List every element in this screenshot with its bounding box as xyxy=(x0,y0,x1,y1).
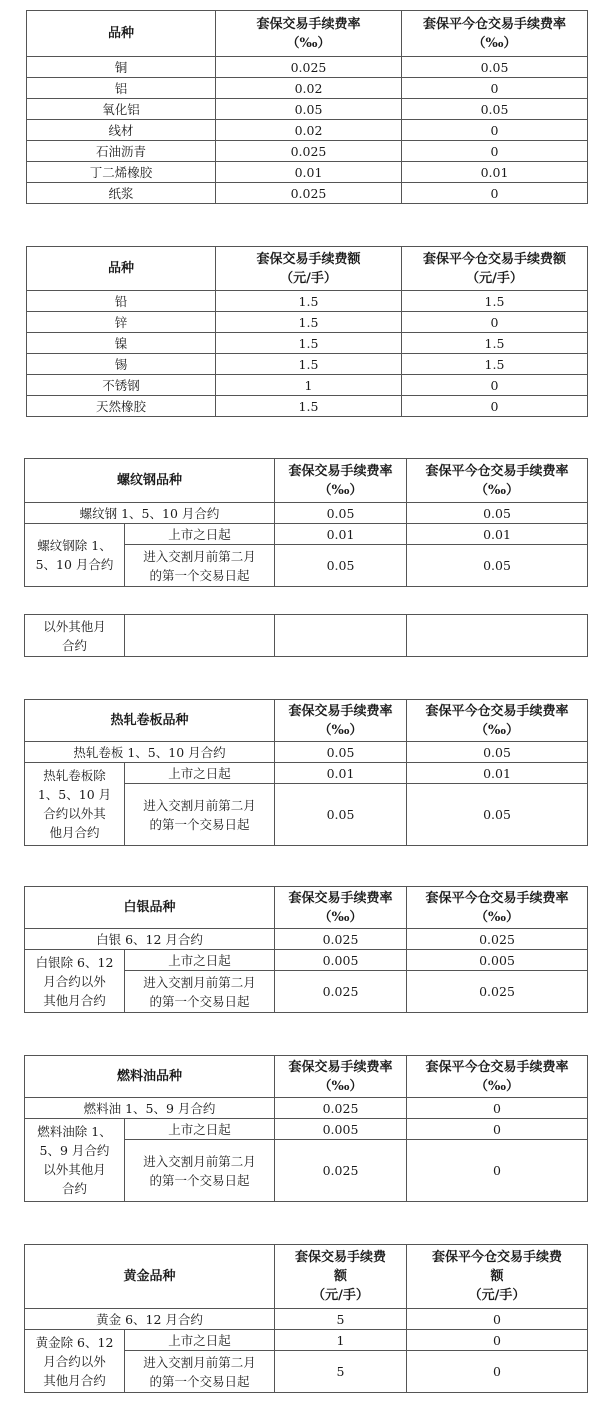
product-cell: 丁二烯橡胶 xyxy=(27,162,216,183)
period-cell: 进入交割月前第二月 的第一个交易日起 xyxy=(125,784,275,846)
table-row xyxy=(25,524,588,545)
table-row xyxy=(25,1119,588,1140)
period-cell: 上市之日起 xyxy=(125,763,275,784)
table-row xyxy=(25,615,588,657)
header-product: 黄金品种 xyxy=(25,1245,275,1309)
value-cell: 0.02 xyxy=(216,120,402,141)
header-hedge-rate: 套保交易手续费率 （‰） xyxy=(275,1056,407,1098)
value-cell: 0 xyxy=(402,120,588,141)
value-cell: 0.05 xyxy=(275,503,407,524)
value-cell: 0 xyxy=(402,183,588,204)
rebar-fee-table-continued xyxy=(24,614,588,657)
period-cell: 上市之日起 xyxy=(125,950,275,971)
contract-group-cell: 黄金除 6、12 月合约以外 其他月合约 xyxy=(25,1330,125,1393)
table-row xyxy=(27,396,588,417)
value-cell: 0.005 xyxy=(275,1119,407,1140)
product-cell: 石油沥青 xyxy=(27,141,216,162)
header-product: 热轧卷板品种 xyxy=(25,700,275,742)
value-cell: 0.01 xyxy=(407,763,588,784)
value-cell: 1.5 xyxy=(216,291,402,312)
value-cell: 0 xyxy=(407,1140,588,1202)
value-cell: 0 xyxy=(407,1098,588,1119)
table-header-row xyxy=(25,1245,588,1309)
table-row xyxy=(27,291,588,312)
product-cell: 锡 xyxy=(27,354,216,375)
value-cell: 0.02 xyxy=(216,78,402,99)
header-hedge-rate: 套保交易手续费率 （‰） xyxy=(216,11,402,57)
header-product: 白银品种 xyxy=(25,887,275,929)
period-cell: 上市之日起 xyxy=(125,1330,275,1351)
period-cell: 进入交割月前第二月 的第一个交易日起 xyxy=(125,1351,275,1393)
value-cell: 1.5 xyxy=(402,291,588,312)
header-hedge-amount: 套保交易手续费 额 （元/手） xyxy=(275,1245,407,1309)
value-cell: 0.05 xyxy=(275,742,407,763)
table-header-row xyxy=(25,1056,588,1098)
value-cell: 0.025 xyxy=(407,971,588,1013)
header-hedge-close-today-rate: 套保平今仓交易手续费率 （‰） xyxy=(407,1056,588,1098)
value-cell: 0.01 xyxy=(275,524,407,545)
value-cell: 0.05 xyxy=(407,545,588,587)
contract-cell: 黄金 6、12 月合约 xyxy=(25,1309,275,1330)
header-hedge-close-today-amount: 套保平今仓交易手续费额 （元/手） xyxy=(402,247,588,291)
table-row xyxy=(27,120,588,141)
value-cell: 1.5 xyxy=(402,354,588,375)
table-row xyxy=(25,1309,588,1330)
table-row xyxy=(27,312,588,333)
value-cell: 0.025 xyxy=(407,929,588,950)
period-cell: 进入交割月前第二月 的第一个交易日起 xyxy=(125,545,275,587)
table-header-row xyxy=(25,459,588,503)
rebar-fee-table xyxy=(24,458,588,587)
header-hedge-rate: 套保交易手续费率 （‰） xyxy=(275,459,407,503)
product-cell: 铜 xyxy=(27,57,216,78)
value-cell: 0.025 xyxy=(216,57,402,78)
product-cell: 线材 xyxy=(27,120,216,141)
table-row xyxy=(27,333,588,354)
product-cell: 镍 xyxy=(27,333,216,354)
product-cell: 氧化铝 xyxy=(27,99,216,120)
value-cell xyxy=(407,615,588,657)
value-cell: 1.5 xyxy=(216,354,402,375)
value-cell: 0 xyxy=(402,312,588,333)
value-cell: 0.01 xyxy=(407,524,588,545)
product-cell: 纸浆 xyxy=(27,183,216,204)
value-cell: 0 xyxy=(402,141,588,162)
table-row xyxy=(25,503,588,524)
contract-group-cell: 燃料油除 1、 5、9 月合约 以外其他月 合约 xyxy=(25,1119,125,1202)
value-cell: 1.5 xyxy=(402,333,588,354)
gold-fee-table xyxy=(24,1244,588,1393)
value-cell: 0.025 xyxy=(275,929,407,950)
value-cell: 0.025 xyxy=(275,1098,407,1119)
table-row xyxy=(25,763,588,784)
contract-group-cell: 螺纹钢除 1、 5、10 月合约 xyxy=(25,524,125,587)
value-cell: 0 xyxy=(407,1309,588,1330)
silver-fee-table xyxy=(24,886,588,1013)
header-product: 燃料油品种 xyxy=(25,1056,275,1098)
value-cell: 1.5 xyxy=(216,333,402,354)
contract-cell: 燃料油 1、5、9 月合约 xyxy=(25,1098,275,1119)
value-cell: 0.05 xyxy=(216,99,402,120)
table-row xyxy=(27,375,588,396)
header-product: 螺纹钢品种 xyxy=(25,459,275,503)
product-cell: 铝 xyxy=(27,78,216,99)
header-hedge-close-today-amount: 套保平今仓交易手续费 额 （元/手） xyxy=(407,1245,588,1309)
value-cell: 0.05 xyxy=(407,742,588,763)
table-row xyxy=(25,950,588,971)
table-row xyxy=(27,141,588,162)
value-cell: 5 xyxy=(275,1309,407,1330)
product-cell: 不锈钢 xyxy=(27,375,216,396)
period-cell: 上市之日起 xyxy=(125,1119,275,1140)
header-product: 品种 xyxy=(27,247,216,291)
table-row xyxy=(25,1330,588,1351)
table-row xyxy=(27,354,588,375)
value-cell: 1 xyxy=(216,375,402,396)
value-cell: 5 xyxy=(275,1351,407,1393)
value-cell: 0 xyxy=(407,1119,588,1140)
product-cell: 天然橡胶 xyxy=(27,396,216,417)
header-hedge-close-today-rate: 套保平今仓交易手续费率 （‰） xyxy=(407,700,588,742)
value-cell: 1.5 xyxy=(216,312,402,333)
period-cell xyxy=(125,615,275,657)
table-row xyxy=(25,1098,588,1119)
value-cell: 0 xyxy=(407,1330,588,1351)
table-header-row xyxy=(25,700,588,742)
value-cell: 0.025 xyxy=(216,183,402,204)
period-cell: 进入交割月前第二月 的第一个交易日起 xyxy=(125,1140,275,1202)
fee-rate-table-1 xyxy=(26,10,588,204)
contract-cell: 白银 6、12 月合约 xyxy=(25,929,275,950)
value-cell: 0 xyxy=(402,375,588,396)
contract-group-cell: 热轧卷板除 1、5、10 月 合约以外其 他月合约 xyxy=(25,763,125,846)
table-header-row xyxy=(27,247,588,291)
value-cell: 0 xyxy=(402,78,588,99)
table-row xyxy=(27,99,588,120)
value-cell: 0.025 xyxy=(275,971,407,1013)
contract-group-cell: 白银除 6、12 月合约以外 其他月合约 xyxy=(25,950,125,1013)
value-cell: 0.01 xyxy=(275,763,407,784)
table-row xyxy=(27,57,588,78)
header-hedge-close-today-rate: 套保平今仓交易手续费率 （‰） xyxy=(407,887,588,929)
hot-rolled-coil-fee-table xyxy=(24,699,588,846)
value-cell: 0.025 xyxy=(275,1140,407,1202)
contract-group-cell: 以外其他月 合约 xyxy=(25,615,125,657)
value-cell: 0.01 xyxy=(402,162,588,183)
value-cell: 0.05 xyxy=(407,503,588,524)
header-hedge-close-today-rate: 套保平今仓交易手续费率 （‰） xyxy=(407,459,588,503)
value-cell: 0.005 xyxy=(407,950,588,971)
period-cell: 进入交割月前第二月 的第一个交易日起 xyxy=(125,971,275,1013)
value-cell: 0.05 xyxy=(402,99,588,120)
value-cell: 0.05 xyxy=(275,784,407,846)
value-cell: 0.025 xyxy=(216,141,402,162)
table-row xyxy=(25,929,588,950)
table-row xyxy=(27,162,588,183)
table-header-row xyxy=(25,887,588,929)
table-header-row xyxy=(27,11,588,57)
value-cell: 0.05 xyxy=(275,545,407,587)
value-cell: 0.005 xyxy=(275,950,407,971)
fuel-oil-fee-table xyxy=(24,1055,588,1202)
product-cell: 铅 xyxy=(27,291,216,312)
table-row xyxy=(25,742,588,763)
value-cell: 1.5 xyxy=(216,396,402,417)
fee-amount-table-2 xyxy=(26,246,588,417)
product-cell: 锌 xyxy=(27,312,216,333)
header-hedge-close-today-rate: 套保平今仓交易手续费率 （‰） xyxy=(402,11,588,57)
contract-cell: 螺纹钢 1、5、10 月合约 xyxy=(25,503,275,524)
value-cell: 0.05 xyxy=(407,784,588,846)
header-product: 品种 xyxy=(27,11,216,57)
period-cell: 上市之日起 xyxy=(125,524,275,545)
value-cell: 1 xyxy=(275,1330,407,1351)
table-row xyxy=(27,78,588,99)
header-hedge-rate: 套保交易手续费率 （‰） xyxy=(275,887,407,929)
contract-cell: 热轧卷板 1、5、10 月合约 xyxy=(25,742,275,763)
header-hedge-amount: 套保交易手续费额 （元/手） xyxy=(216,247,402,291)
value-cell: 0.05 xyxy=(402,57,588,78)
header-hedge-rate: 套保交易手续费率 （‰） xyxy=(275,700,407,742)
value-cell: 0.01 xyxy=(216,162,402,183)
table-row xyxy=(27,183,588,204)
value-cell: 0 xyxy=(402,396,588,417)
value-cell: 0 xyxy=(407,1351,588,1393)
value-cell xyxy=(275,615,407,657)
